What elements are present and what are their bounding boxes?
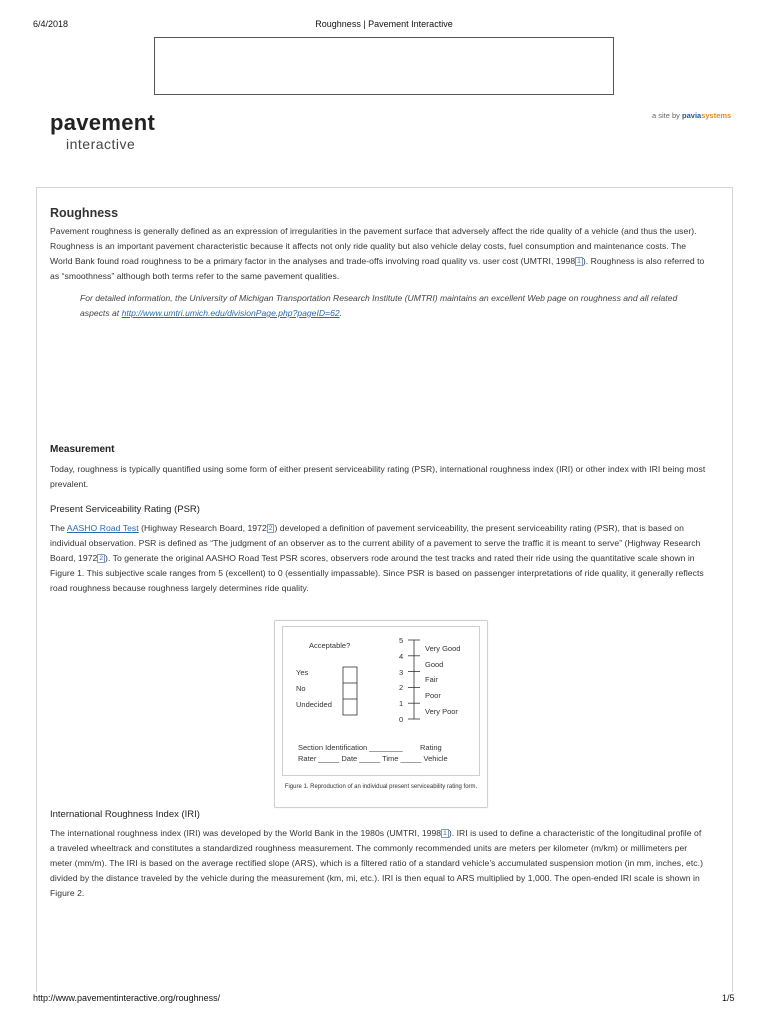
- print-date: 6/4/2018: [33, 19, 69, 29]
- undecided-label: Undecided: [296, 700, 332, 709]
- iri-paragraph: The international roughness index (IRI) was developed by the World Bank in the 1980s (UMTRI, 1998 1 ). IRI is used to define a characteristic of the longitudinal profile of a traveled wheeltrack and constitutes a standardized roughness measurement. The commonly recommended units are meters per kilometer (m/km) or millimeters per meter (mm/m). The IRI is based on the average rectified slope (ARS), which is a filtered ratio of a standard vehicle’s accumulated suspension motion (in mm, inches, etc.) divided by the distance traveled by the vehicle during the measurement (km, mi, etc.). IRI is then equal to ARS multiplied by 1,000. The open-ended IRI scale is shown in Figure 2.: [50, 828, 703, 898]
- scale-label-good: Good: [425, 660, 444, 669]
- scale-number: 5: [399, 636, 404, 645]
- psr-heading: Present Serviceability Rating (PSR): [50, 504, 200, 515]
- measurement-heading: Measurement: [50, 444, 115, 455]
- rating-label: Rating: [420, 743, 442, 752]
- tagline-systems: systems: [701, 111, 732, 120]
- umtri-note: For detailed information, the University of Michigan Transportation Research Institute (UMTRI) maintains an excellent Web page on roughness and all related aspects at http://www.umtri.umich.edu/divisionPage.php?pageID=62.: [80, 293, 678, 318]
- print-footer-page: 1/5: [722, 993, 735, 1003]
- rater-date-time-vehicle-row: Rater _____ Date _____ Time _____ Vehicle: [298, 754, 448, 763]
- scale-number: 1: [399, 699, 404, 708]
- aasho-road-test-link[interactable]: AASHO Road Test: [66, 523, 139, 533]
- ad-placeholder: [154, 37, 614, 95]
- figure-caption: Figure 1. Reproduction of an individual present serviceability rating form.: [284, 784, 478, 790]
- tagline-pavia: pavia: [682, 111, 702, 120]
- iri-heading: International Roughness Index (IRI): [50, 809, 200, 820]
- print-title: Roughness | Pavement Interactive: [315, 19, 453, 29]
- scale-label-very-good: Very Good: [425, 644, 461, 653]
- print-footer-url: http://www.pavementinteractive.org/roughness/: [33, 993, 221, 1003]
- scale-number: 4: [399, 652, 404, 661]
- psr-rating-form: [282, 626, 480, 776]
- scale-number: 3: [399, 668, 404, 677]
- site-logo[interactable]: pavement: [50, 110, 156, 135]
- acceptable-label: Acceptable?: [309, 641, 351, 650]
- tagline-prefix: a site by: [652, 111, 683, 120]
- measurement-paragraph: Today, roughness is typically quantified using some form of either present serviceability rating (PSR), international roughness index (IRI) or other index with IRI being most prevalent.: [50, 464, 706, 489]
- scale-label-very-poor: Very Poor: [425, 707, 458, 716]
- figure-1[interactable]: [274, 620, 488, 808]
- yes-label: Yes: [296, 668, 309, 677]
- psr-paragraph: The AASHO Road Test (Highway Research Board, 1972 2 ) developed a definition of pavement serviceability, the present serviceability rating (PSR), that is based on individual observation. PSR is defined as “The judgment of an observer as to the current ability of a pavement to serve the traffic it is meant to serve” (Highway Research Board, 1972 2 ). To generate the original AASHO Road Test PSR scores, observers rode around the test tracks and rated their ride using the quantitative scale shown in Figure 1. This subjective scale ranges from 5 (excellent) to 0 (essentially impassable). Since PSR is based on passenger interpretations of ride quality, it generally reflects road roughness because roughness largely determines ride quality.: [50, 523, 704, 593]
- checkbox-stack: [343, 667, 357, 715]
- page-title: Roughness: [50, 206, 119, 220]
- site-logo-subtitle[interactable]: interactive: [66, 136, 136, 152]
- section-identification-label: Section Identification ________: [298, 743, 403, 752]
- scale-number: 0: [399, 715, 404, 724]
- article-container: [36, 187, 733, 992]
- umtri-link[interactable]: http://www.umtri.umich.edu/divisionPage.php?pageID=62: [121, 308, 340, 318]
- reference-link[interactable]: 1: [443, 830, 447, 837]
- reference-link[interactable]: 1: [577, 258, 581, 265]
- intro-paragraph: Pavement roughness is generally defined as an expression of irregularities in the pavement surface that adversely affect the ride quality of a vehicle (and thus the user). Roughness is an important pavement characteristic because it affects not only ride quality but also vehicle delay costs, fuel consumption and maintenance costs. The World Bank found road roughness to be a primary factor in the analyses and trade-offs involving road quality vs. user cost (UMTRI, 1998 1 ). Roughness is also referred to as “smoothness” although both terms refer to the same pavement qualities.: [50, 226, 705, 281]
- reference-link[interactable]: 2: [268, 525, 273, 532]
- scale-label-poor: Poor: [425, 691, 441, 700]
- reference-link[interactable]: 2: [99, 555, 104, 562]
- no-label: No: [296, 684, 306, 693]
- scale-label-fair: Fair: [425, 675, 438, 684]
- site-tagline[interactable]: [652, 111, 731, 120]
- scale-number: 2: [399, 683, 404, 692]
